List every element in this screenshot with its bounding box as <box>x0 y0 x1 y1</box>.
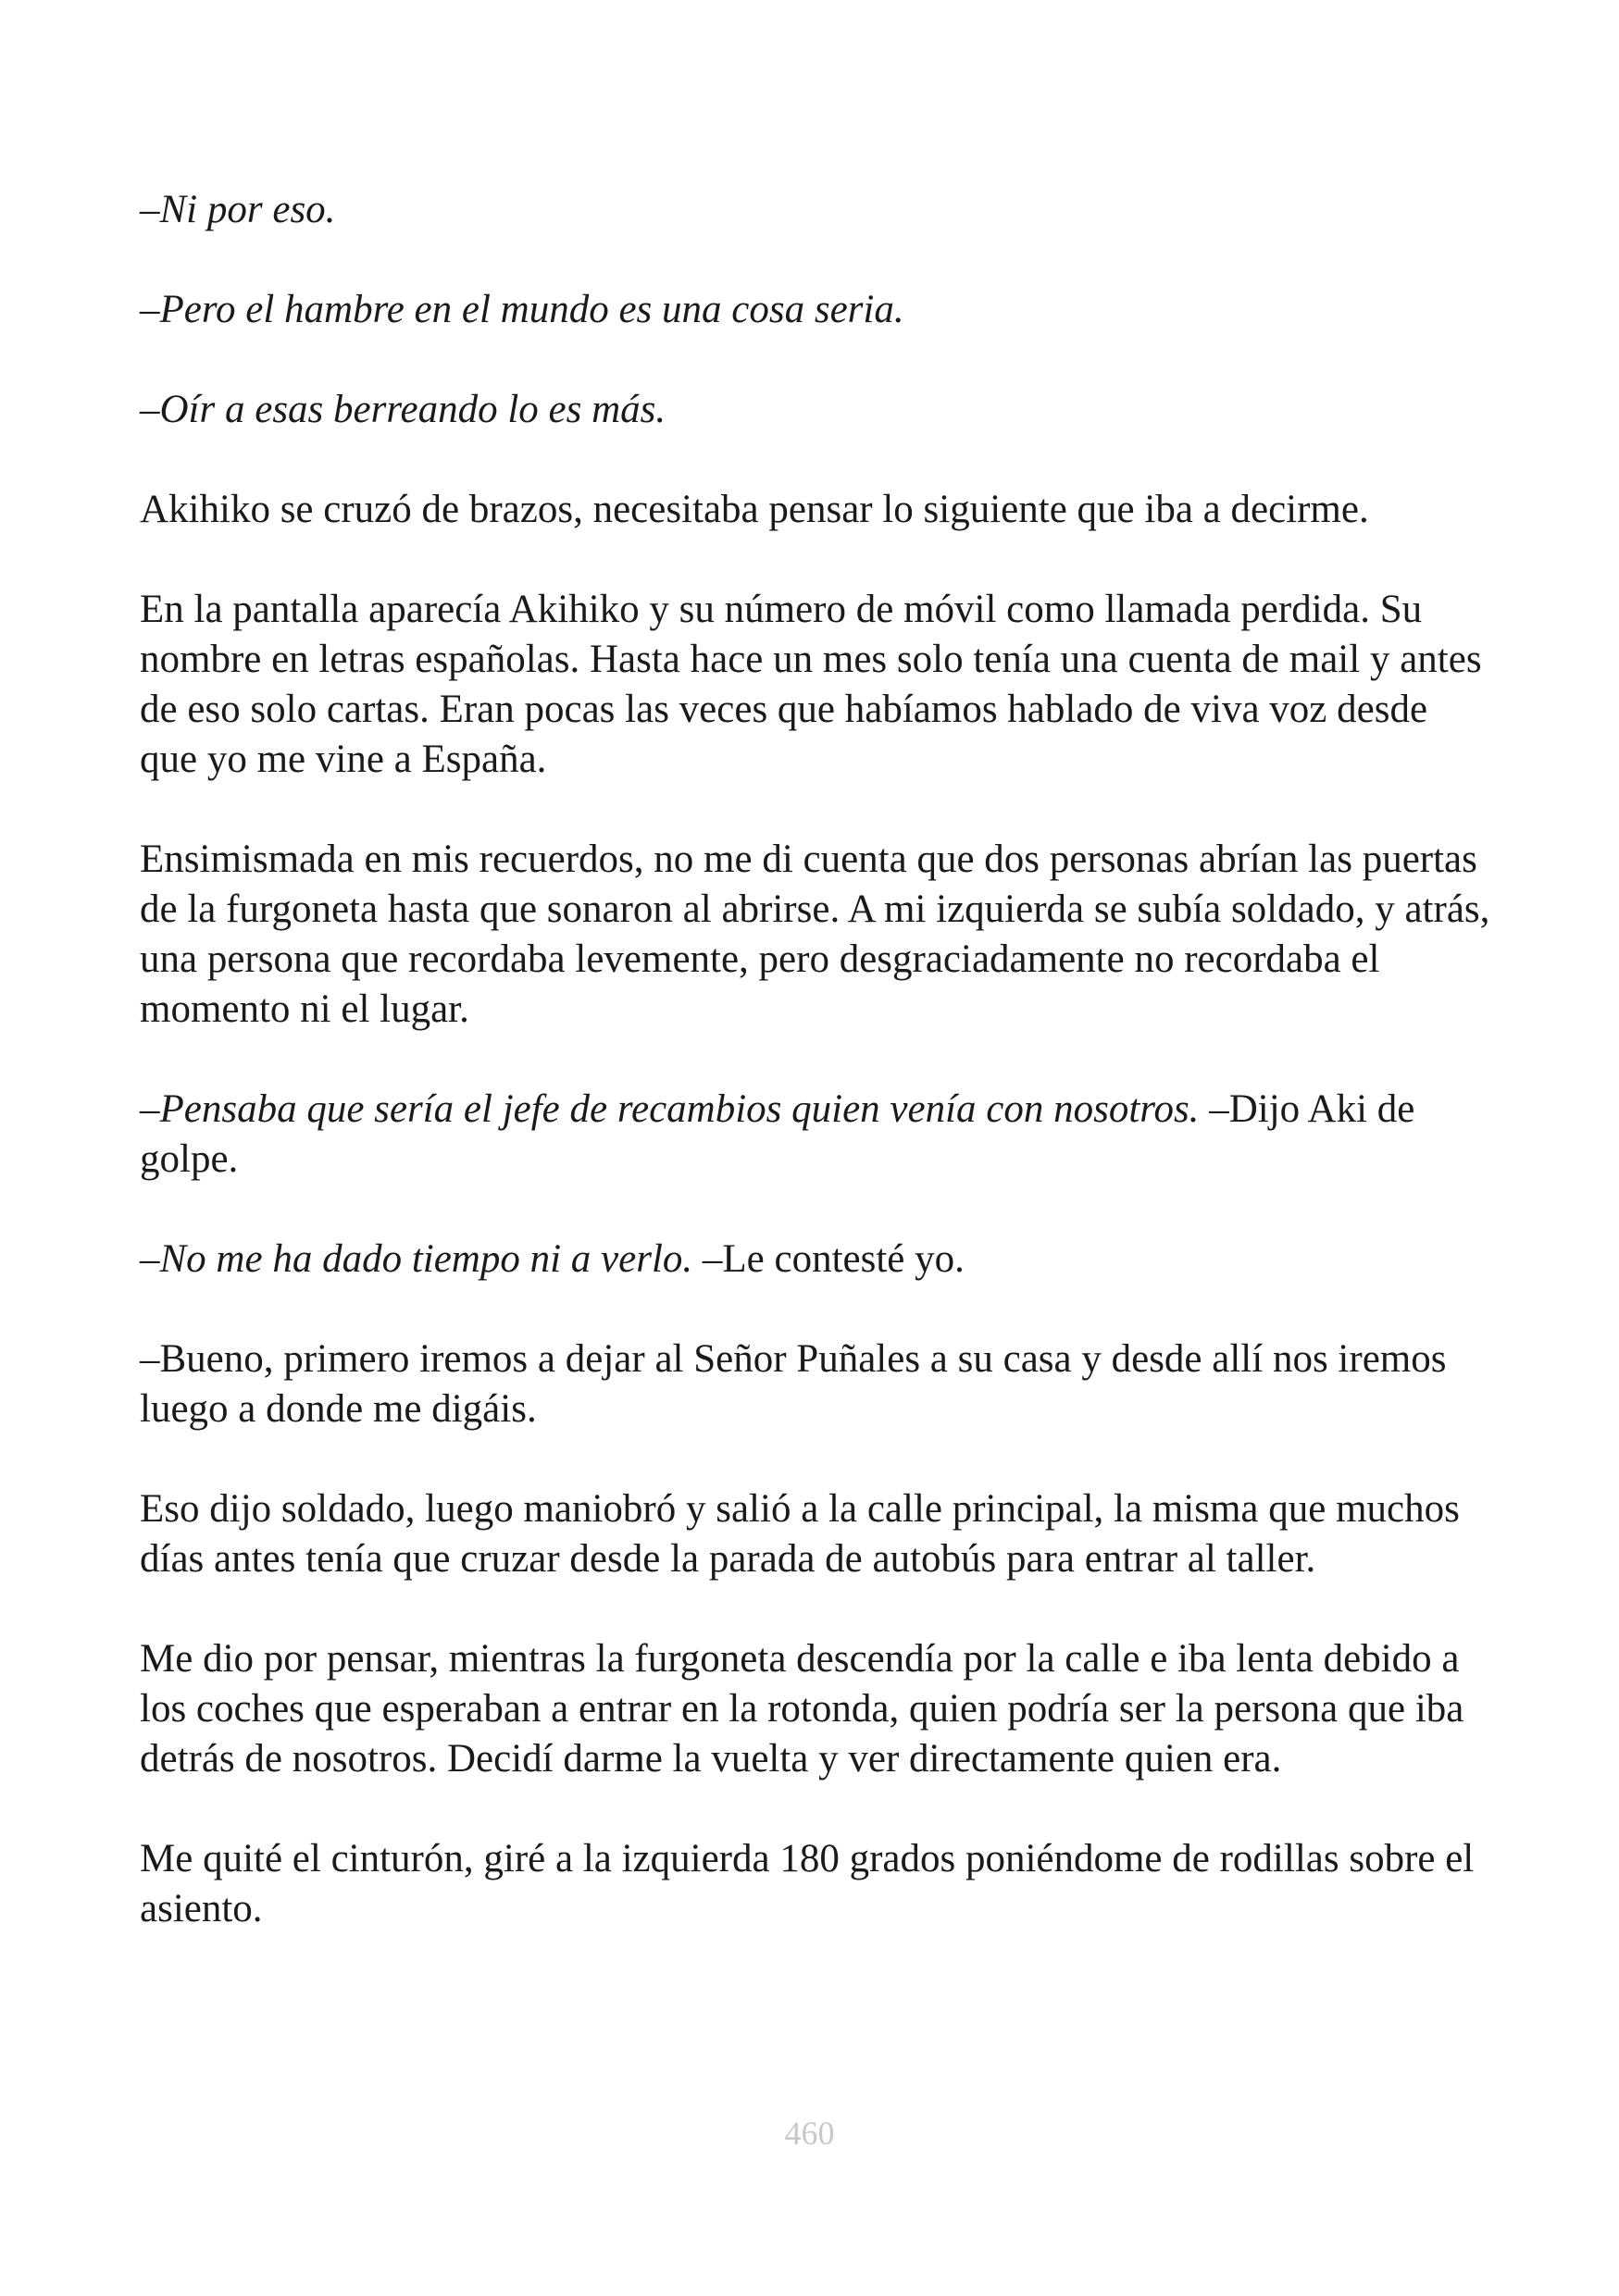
dialogue-attribution: –Le contesté yo. <box>692 1237 965 1281</box>
dialogue-paragraph <box>140 1085 1491 1185</box>
paragraph: Eso dijo soldado, luego maniobró y salió a la calle principal, la misma que muchos días antes tenía que cruzar desde la parada de autobús para entrar al taller. <box>140 1487 1460 1581</box>
dialogue-attribution: –Dijo Aki de golpe. <box>140 1087 1415 1181</box>
dialogue-paragraph <box>140 1235 1491 1285</box>
dialogue-quote: –Pensaba que sería el jefe de recambios quien venía con nosotros. <box>140 1087 1200 1131</box>
paragraph: Me quité el cinturón, giré a la izquierda 180 grados poniéndome de rodillas sobre el asiento. <box>140 1837 1475 1930</box>
paragraph: Me dio por pensar, mientras la furgoneta descendía por la calle e iba lenta debido a los coches que esperaban a entrar en la rotonda, quien podría ser la persona que iba detrás de nosotros. Decidí darme la vuelta y ver directamente quien era. <box>140 1637 1464 1781</box>
page-number: 460 <box>784 2115 835 2152</box>
dialogue-quote: –No me ha dado tiempo ni a verlo. <box>140 1237 693 1281</box>
dialogue-line: –Oír a esas berreando lo es más. <box>140 388 666 431</box>
body-text <box>140 185 1491 1984</box>
dialogue-line: –Ni por eso. <box>140 188 336 231</box>
paragraph: Akihiko se cruzó de brazos, necesitaba pensar lo siguiente que iba a decirme. <box>140 488 1369 531</box>
paragraph: –Bueno, primero iremos a dejar al Señor Puñales a su casa y desde allí nos iremos luego a donde me digáis. <box>140 1337 1447 1431</box>
dialogue-line: –Pero el hambre en el mundo es una cosa seria. <box>140 288 904 331</box>
paragraph: En la pantalla aparecía Akihiko y su número de móvil como llamada perdida. Su nombre en letras españolas. Hasta hace un mes solo tenía una cuenta de mail y antes de eso solo cartas. Eran pocas las veces que habíamos hablado de viva voz desde que yo me vine a España. <box>140 588 1482 781</box>
paragraph: Ensimismada en mis recuerdos, no me di cuenta que dos personas abrían las puertas de la furgoneta hasta que sonaron al abrirse. A mi izquierda se subía soldado, y atrás, una persona que recordaba levemente, pero desgraciadamente no recordaba el momento ni el lugar. <box>140 838 1490 1031</box>
